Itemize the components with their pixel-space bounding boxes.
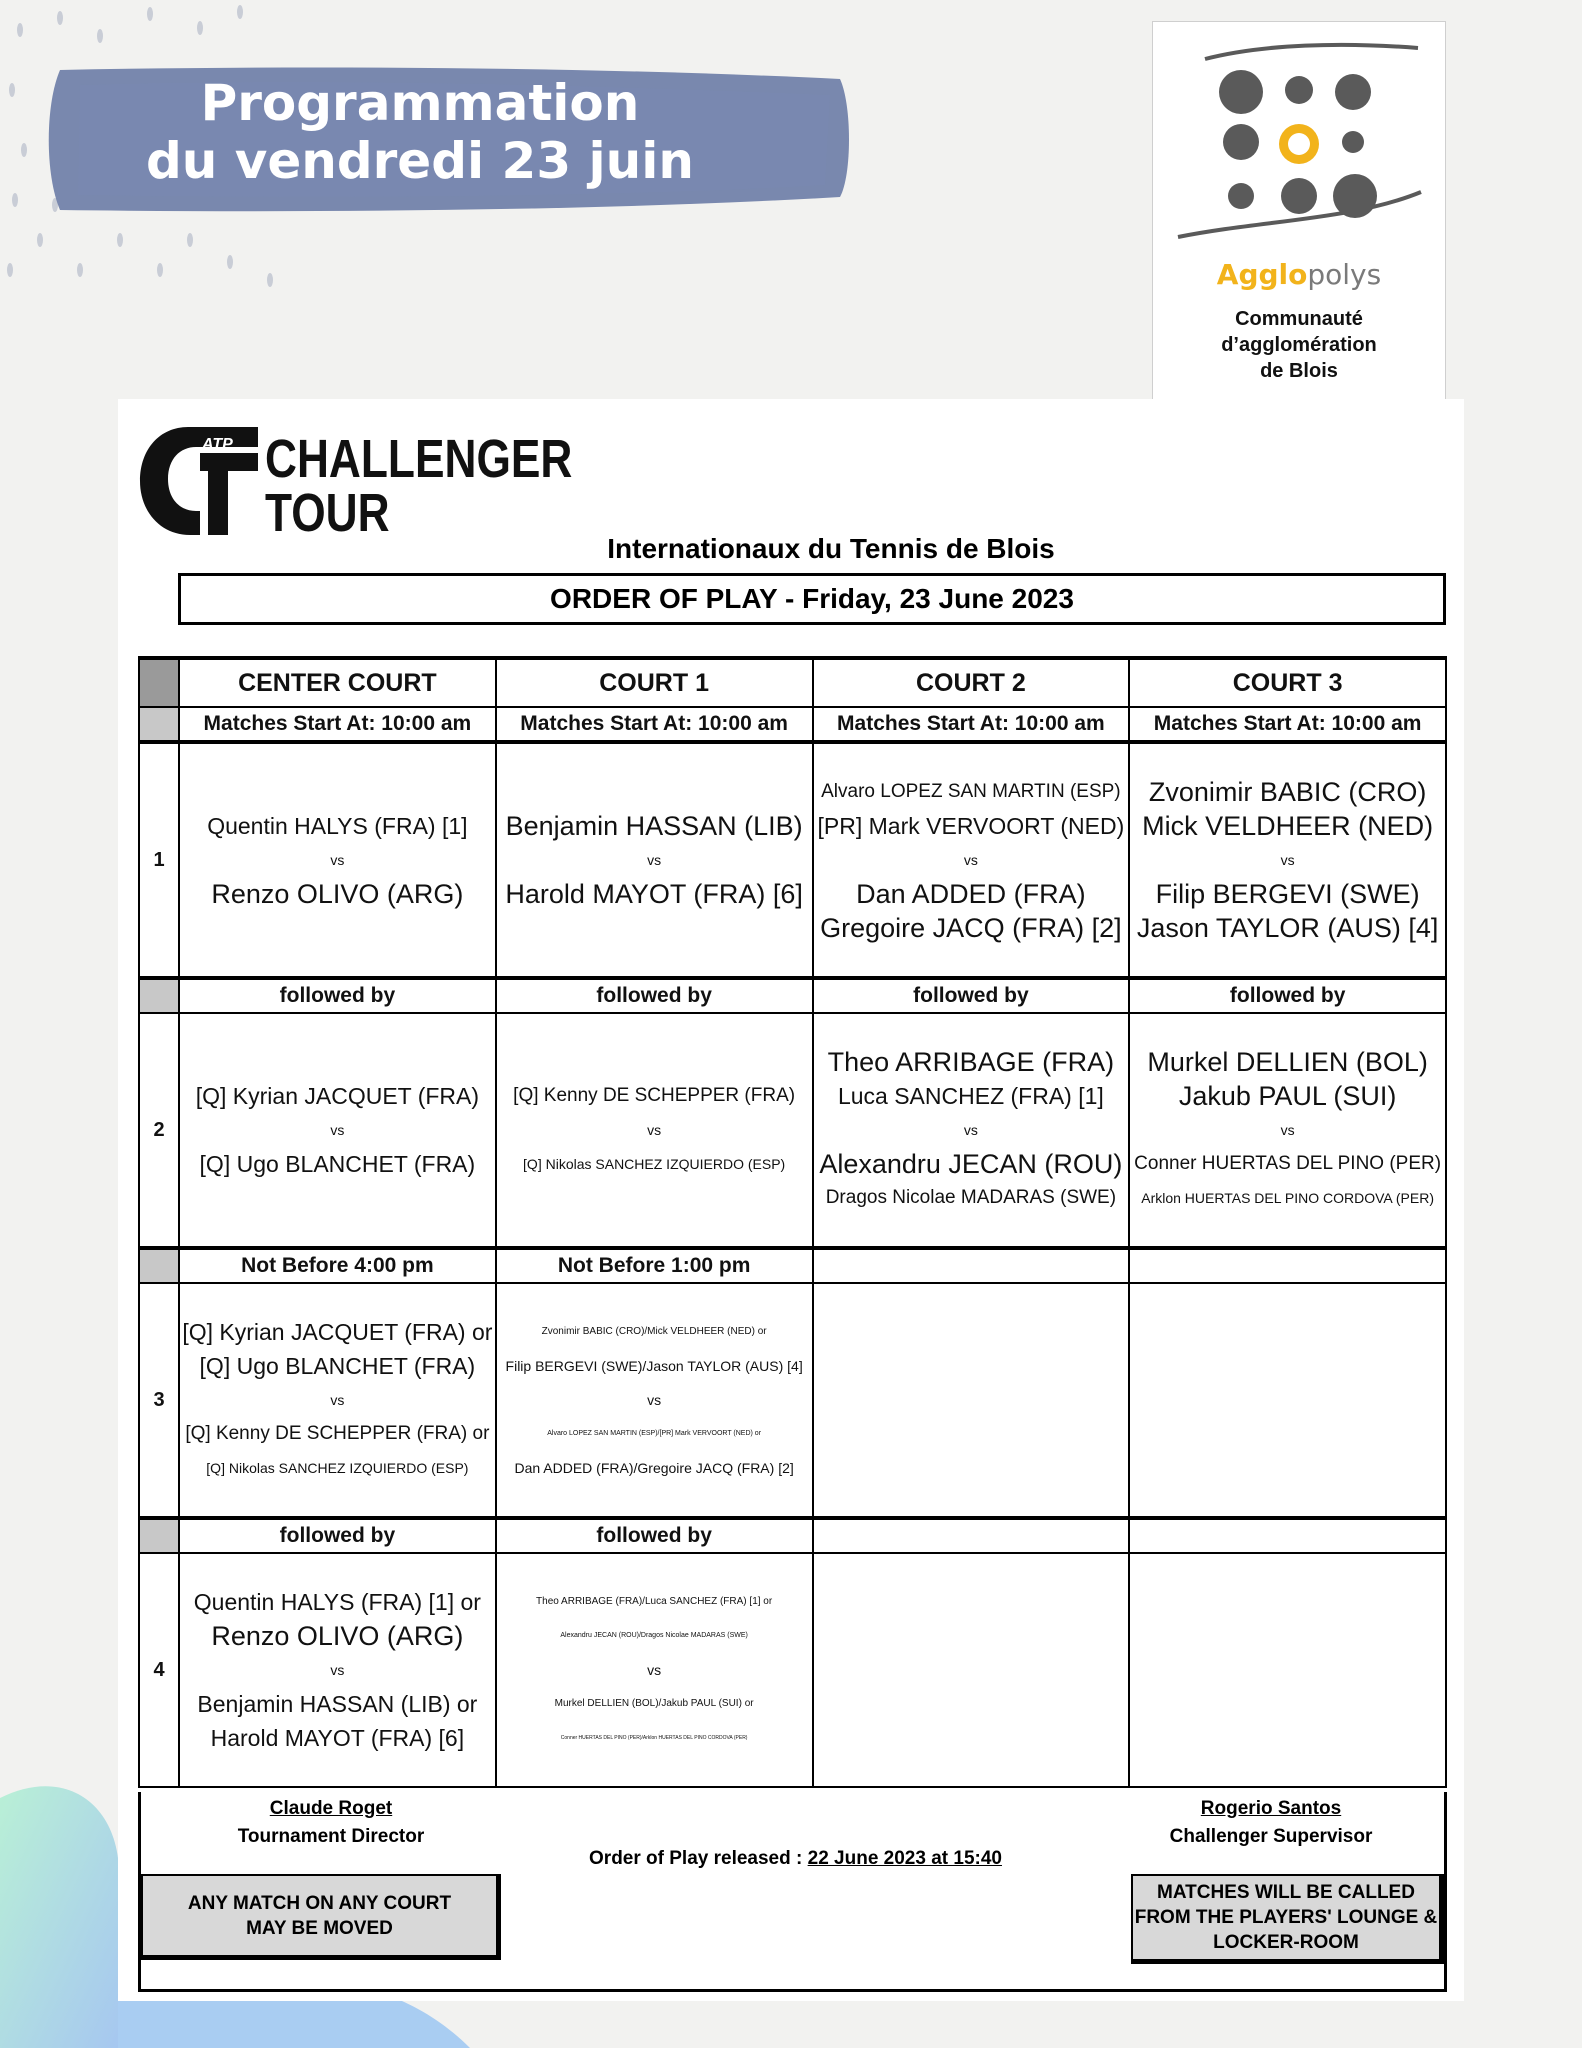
match-cell xyxy=(179,1013,496,1248)
match-cell-empty xyxy=(813,1553,1130,1787)
release-date: 22 June 2023 at 15:40 xyxy=(807,1848,1002,1869)
match-cell xyxy=(179,1553,496,1787)
director-signature xyxy=(181,1798,481,1848)
partner-subtitle: Communauté d’agglomération de Blois xyxy=(1221,308,1377,382)
round-note xyxy=(1129,1518,1446,1553)
player: Murkel DELLIEN (BOL) xyxy=(1147,1047,1428,1077)
round-note: Not Before 1:00 pm xyxy=(496,1248,813,1283)
player: [Q] Ugo BLANCHET (FRA) xyxy=(199,1353,476,1379)
player: [Q] Nikolas SANCHEZ IZQUIERDO (ESP) xyxy=(523,1156,786,1172)
player: Alexandru JECAN (ROU)/Dragos Nicolae MADARAS (SWE) xyxy=(560,1632,748,1639)
match-row xyxy=(139,742,1446,978)
supervisor-title: Challenger Supervisor xyxy=(1169,1826,1373,1847)
round-note: followed by xyxy=(179,978,496,1013)
player: Harold MAYOT (FRA) [6] xyxy=(505,879,803,909)
player: Filip BERGEVI (SWE) xyxy=(1155,879,1420,909)
match-order-number: 2 xyxy=(139,1013,179,1248)
partner-logo-card xyxy=(1152,21,1446,400)
start-time: Matches Start At: 10:00 am xyxy=(813,707,1130,742)
vs-label: vs xyxy=(330,1662,345,1678)
vs-label: vs xyxy=(330,852,345,868)
followed-by-row xyxy=(139,1518,1446,1553)
match-cell xyxy=(496,1013,813,1248)
player: [Q] Ugo BLANCHET (FRA) xyxy=(199,1151,476,1177)
match-cell-empty xyxy=(813,1283,1130,1518)
logo-text-tour: TOUR xyxy=(265,482,390,544)
player: Benjamin HASSAN (LIB) or xyxy=(197,1691,478,1717)
vs-label: vs xyxy=(963,1122,978,1138)
schedule-grid xyxy=(138,656,1447,1788)
player: Alvaro LOPEZ SAN MARTIN (ESP) xyxy=(821,781,1121,802)
match-row xyxy=(139,1553,1446,1787)
match-cell xyxy=(496,1553,813,1787)
vs-label: vs xyxy=(647,1122,662,1138)
match-cell xyxy=(813,1013,1130,1248)
player: Dan ADDED (FRA)/Gregoire JACQ (FRA) [2] xyxy=(514,1460,794,1476)
vs-label: vs xyxy=(1280,1122,1295,1138)
match-cell-empty xyxy=(1129,1553,1446,1787)
challenger-tour-logo xyxy=(138,419,573,544)
player: [PR] Mark VERVOORT (NED) xyxy=(817,813,1125,839)
player: [Q] Kenny DE SCHEPPER (FRA) or xyxy=(185,1423,490,1444)
player: [Q] Kyrian JACQUET (FRA) xyxy=(195,1083,480,1109)
round-note: followed by xyxy=(1129,978,1446,1013)
sheet-footer xyxy=(138,1792,1447,1992)
match-cell xyxy=(179,742,496,978)
round-note xyxy=(1129,1248,1446,1283)
match-cell xyxy=(1129,1013,1446,1248)
player: Jakub PAUL (SUI) xyxy=(1178,1081,1397,1111)
player: Filip BERGEVI (SWE)/Jason TAYLOR (AUS) [4] xyxy=(505,1358,803,1374)
tournament-name: Internationaux du Tennis de Blois xyxy=(607,533,1055,564)
vs-label: vs xyxy=(1280,852,1295,868)
start-time: Matches Start At: 10:00 am xyxy=(496,707,813,742)
player: Renzo OLIVO (ARG) xyxy=(211,879,464,909)
match-cell xyxy=(496,742,813,978)
order-of-play-sheet xyxy=(118,399,1464,2001)
player: Benjamin HASSAN (LIB) xyxy=(505,811,803,841)
player: Arklon HUERTAS DEL PINO CORDOVA (PER) xyxy=(1141,1190,1434,1206)
vs-label: vs xyxy=(647,1392,662,1408)
player: Alexandru JECAN (ROU) xyxy=(819,1149,1123,1179)
agglopolys-logo-icon xyxy=(1153,22,1445,252)
round-note: followed by xyxy=(496,978,813,1013)
player: Dan ADDED (FRA) xyxy=(856,879,1086,909)
start-time: Matches Start At: 10:00 am xyxy=(1129,707,1446,742)
match-row xyxy=(139,1283,1446,1518)
player: Conner HUERTAS DEL PINO (PER) xyxy=(1134,1153,1442,1174)
start-time: Matches Start At: 10:00 am xyxy=(179,707,496,742)
player: Zvonimir BABIC (CRO)/Mick VELDHEER (NED) or xyxy=(541,1326,767,1337)
match-order-number: 3 xyxy=(139,1283,179,1518)
followed-by-row xyxy=(139,978,1446,1013)
round-note: Not Before 4:00 pm xyxy=(179,1248,496,1283)
release-label: Order of Play released : xyxy=(589,1848,803,1869)
player: Luca SANCHEZ (FRA) [1] xyxy=(837,1083,1104,1109)
round-note: followed by xyxy=(179,1518,496,1553)
note-box-moved: ANY MATCH ON ANY COURT MAY BE MOVED xyxy=(141,1874,501,1960)
match-cell xyxy=(496,1283,813,1518)
round-note: followed by xyxy=(496,1518,813,1553)
match-cell xyxy=(813,742,1130,978)
player: Murkel DELLIEN (BOL)/Jakub PAUL (SUI) or xyxy=(554,1698,754,1709)
page-title xyxy=(60,74,780,190)
atp-mark: ATP xyxy=(202,436,233,453)
court-name: COURT 3 xyxy=(1129,658,1446,707)
director-title: Tournament Director xyxy=(237,1826,425,1847)
match-cell-empty xyxy=(1129,1283,1446,1518)
director-name: Claude Roget xyxy=(269,1798,393,1819)
player: [Q] Kyrian JACQUET (FRA) or xyxy=(182,1319,493,1345)
player: Alvaro LOPEZ SAN MARTIN (ESP)/[PR] Mark VERVOORT (NED) or xyxy=(547,1430,762,1437)
court-name: COURT 1 xyxy=(496,658,813,707)
corner-cell xyxy=(139,658,179,707)
logo-text-challenger: CHALLENGER xyxy=(265,428,573,490)
match-order-number: 4 xyxy=(139,1553,179,1787)
player: Quentin HALYS (FRA) [1] or xyxy=(193,1589,481,1615)
player: Zvonimir BABIC (CRO) xyxy=(1148,777,1427,807)
player: Mick VELDHEER (NED) xyxy=(1142,811,1434,841)
vs-label: vs xyxy=(330,1122,345,1138)
round-note: followed by xyxy=(813,978,1130,1013)
vs-label: vs xyxy=(647,1662,662,1678)
supervisor-name: Rogerio Santos xyxy=(1200,1798,1342,1819)
round-note xyxy=(813,1248,1130,1283)
round-note xyxy=(813,1518,1130,1553)
match-order-number: 1 xyxy=(139,742,179,978)
player: Harold MAYOT (FRA) [6] xyxy=(210,1725,465,1751)
match-row xyxy=(139,1013,1446,1248)
not-before-row xyxy=(139,1248,1446,1283)
player: [Q] Kenny DE SCHEPPER (FRA) xyxy=(513,1085,796,1106)
player: [Q] Nikolas SANCHEZ IZQUIERDO (ESP) xyxy=(206,1460,469,1476)
supervisor-signature xyxy=(1101,1798,1441,1848)
court-header-row xyxy=(139,658,1446,707)
vs-label: vs xyxy=(647,852,662,868)
player: Theo ARRIBAGE (FRA)/Luca SANCHEZ (FRA) [1] or xyxy=(536,1596,773,1607)
player: Jason TAYLOR (AUS) [4] xyxy=(1136,913,1439,943)
vs-label: vs xyxy=(330,1392,345,1408)
player: Renzo OLIVO (ARG) xyxy=(211,1621,464,1651)
note-box-called: MATCHES WILL BE CALLED FROM THE PLAYERS' LOUNGE & LOCKER-ROOM xyxy=(1131,1874,1444,1964)
court-name: CENTER COURT xyxy=(179,658,496,707)
start-time-row xyxy=(139,707,1446,742)
order-of-play-title: ORDER OF PLAY - Friday, 23 June 2023 xyxy=(178,573,1446,625)
player: Conner HUERTAS DEL PINO (PER)/Arklon HUERTAS DEL PINO CORDOVA (PER) xyxy=(560,1735,748,1741)
player: Quentin HALYS (FRA) [1] xyxy=(207,813,468,839)
match-cell xyxy=(1129,742,1446,978)
match-cell xyxy=(179,1283,496,1518)
player: Gregoire JACQ (FRA) [2] xyxy=(820,913,1122,943)
title-line-1: Programmation xyxy=(200,74,640,132)
partner-name: Agglopolys xyxy=(1216,258,1382,291)
vs-label: vs xyxy=(963,852,978,868)
player: Theo ARRIBAGE (FRA) xyxy=(827,1047,1115,1077)
title-line-2: du vendredi 23 juin xyxy=(145,132,695,190)
player: Dragos Nicolae MADARAS (SWE) xyxy=(825,1187,1117,1208)
court-name: COURT 2 xyxy=(813,658,1130,707)
release-info xyxy=(141,1848,1450,1870)
